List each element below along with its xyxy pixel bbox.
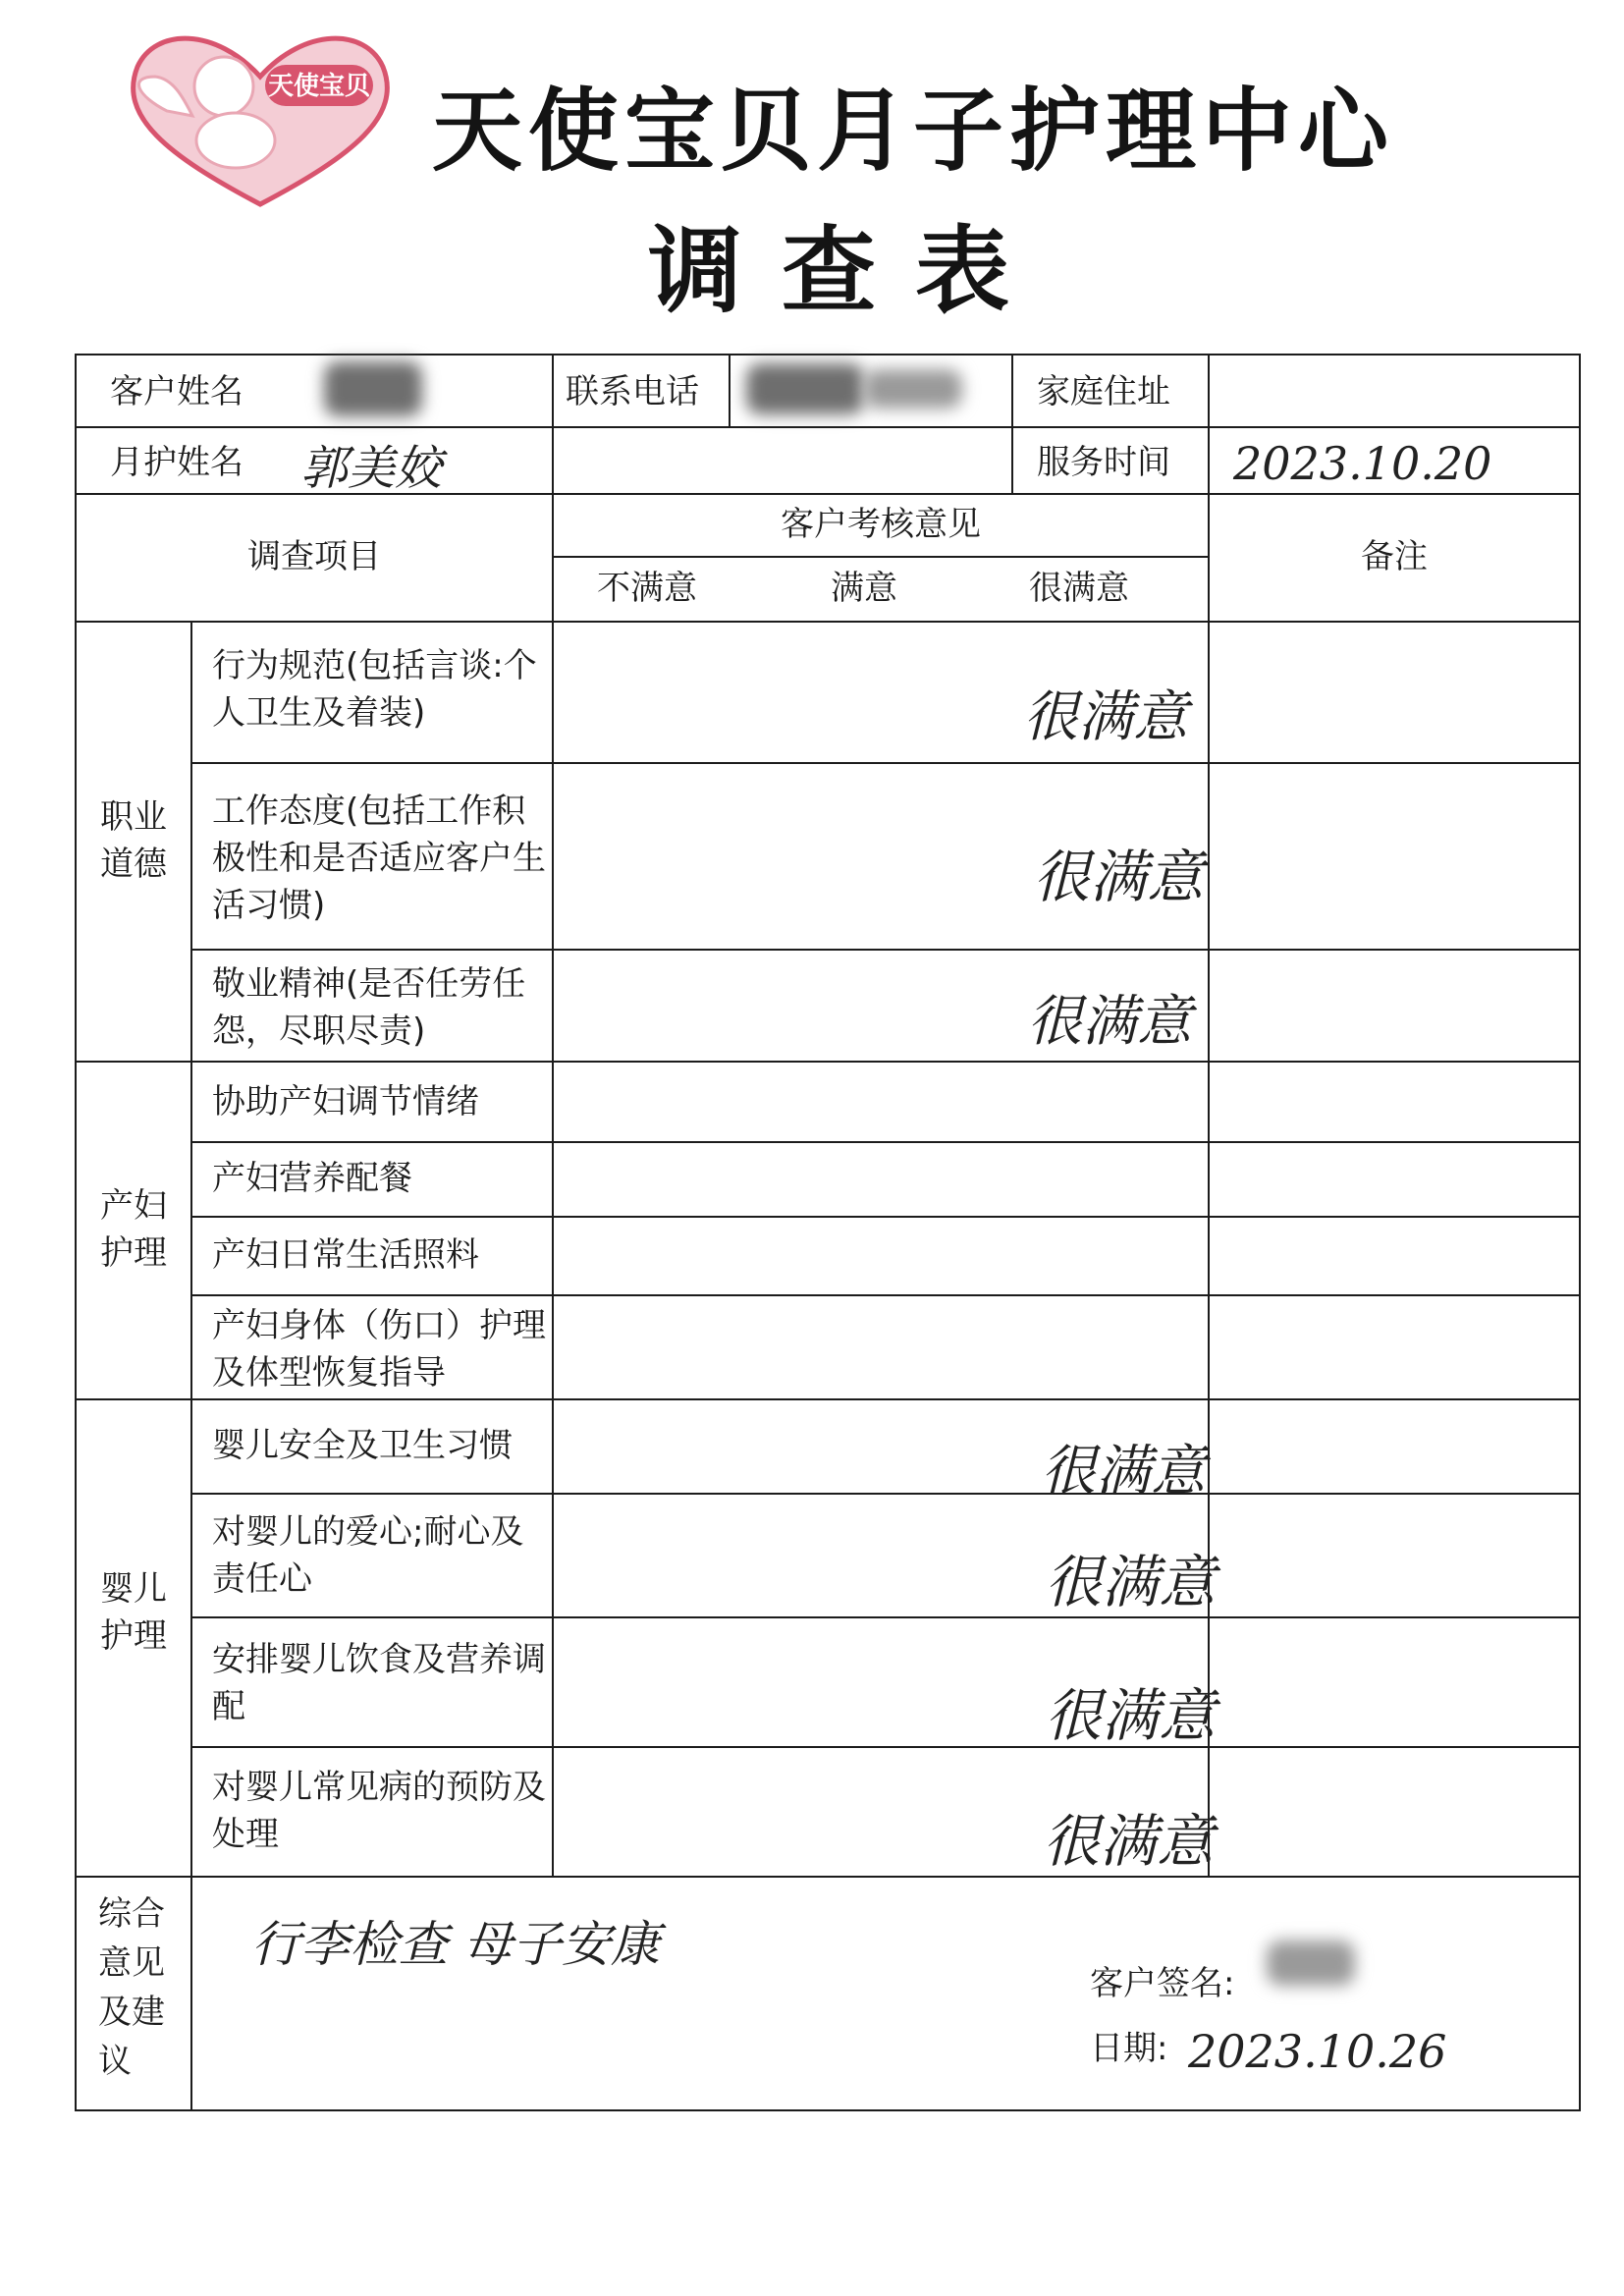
page-title: 天使宝贝月子护理中心 — [432, 79, 1395, 184]
signature-label: 客户签名: — [1090, 1964, 1235, 2003]
rating-infant-diet: 很满意 — [1045, 1682, 1217, 1749]
item-infant-safety: 婴儿安全及卫生习惯 — [212, 1426, 513, 1465]
remarks-header: 备注 — [1361, 537, 1428, 576]
item-infant-illness: 对婴儿常见病的预防及处理 — [212, 1768, 546, 1854]
item-work-attitude: 工作态度(包括工作积极性和是否适应客户生活习惯) — [212, 792, 546, 925]
signature-redacted — [1267, 1941, 1355, 1986]
summary-comment: 行李检查 母子安康 — [251, 1916, 660, 1973]
service-time-value: 2023.10.20 — [1233, 437, 1492, 490]
phone-label: 联系电话 — [566, 372, 699, 411]
group-maternal-care: 产妇护理 — [100, 1186, 167, 1273]
item-body-recovery: 产妇身体（伤口）护理及体型恢复指导 — [212, 1306, 546, 1393]
logo-text: 天使宝贝 — [267, 72, 371, 101]
nurse-name-value: 郭美姣 — [300, 441, 443, 496]
phone-redacted — [746, 363, 864, 414]
date-value: 2023.10.26 — [1188, 2025, 1447, 2078]
item-infant-diet: 安排婴儿饮食及营养调配 — [212, 1640, 546, 1726]
rating-work-attitude: 很满意 — [1033, 844, 1205, 910]
item-emotion-support: 协助产妇调节情绪 — [212, 1082, 479, 1121]
item-dedication: 敬业精神(是否任劳任怨，尽职尽责) — [212, 964, 526, 1051]
satisfied-header: 满意 — [831, 569, 897, 608]
group-professional-ethics: 职业道德 — [100, 797, 167, 884]
rating-infant-love: 很满意 — [1045, 1549, 1217, 1615]
customer-name-label: 客户姓名 — [110, 372, 244, 411]
rating-dedication: 很满意 — [1027, 990, 1192, 1054]
summary-label: 综合意见及建议 — [98, 1894, 165, 2081]
phone-redacted-2 — [864, 369, 962, 409]
address-label: 家庭住址 — [1037, 372, 1170, 411]
date-label: 日期: — [1090, 2029, 1168, 2068]
very-satisfied-header: 很满意 — [1029, 569, 1129, 608]
rating-behavior: 很满意 — [1023, 685, 1188, 749]
service-time-label: 服务时间 — [1037, 443, 1170, 482]
item-behavior: 行为规范(包括言谈:个人卫生及着装) — [212, 646, 537, 733]
nurse-name-label: 月护姓名 — [110, 443, 244, 482]
item-infant-love: 对婴儿的爱心;耐心及责任心 — [212, 1512, 524, 1599]
customer-name-redacted — [324, 361, 422, 416]
item-daily-care: 产妇日常生活照料 — [212, 1235, 479, 1275]
survey-item-header: 调查项目 — [247, 537, 381, 576]
dissatisfied-header: 不满意 — [597, 569, 697, 608]
page-subtitle: 调查表 — [648, 216, 1049, 326]
rating-infant-illness: 很满意 — [1043, 1808, 1215, 1875]
group-infant-care: 婴儿护理 — [100, 1569, 167, 1656]
rating-infant-safety: 很满意 — [1041, 1440, 1206, 1503]
customer-opinion-header: 客户考核意见 — [781, 505, 981, 544]
item-nutrition-meals: 产妇营养配餐 — [212, 1159, 412, 1198]
